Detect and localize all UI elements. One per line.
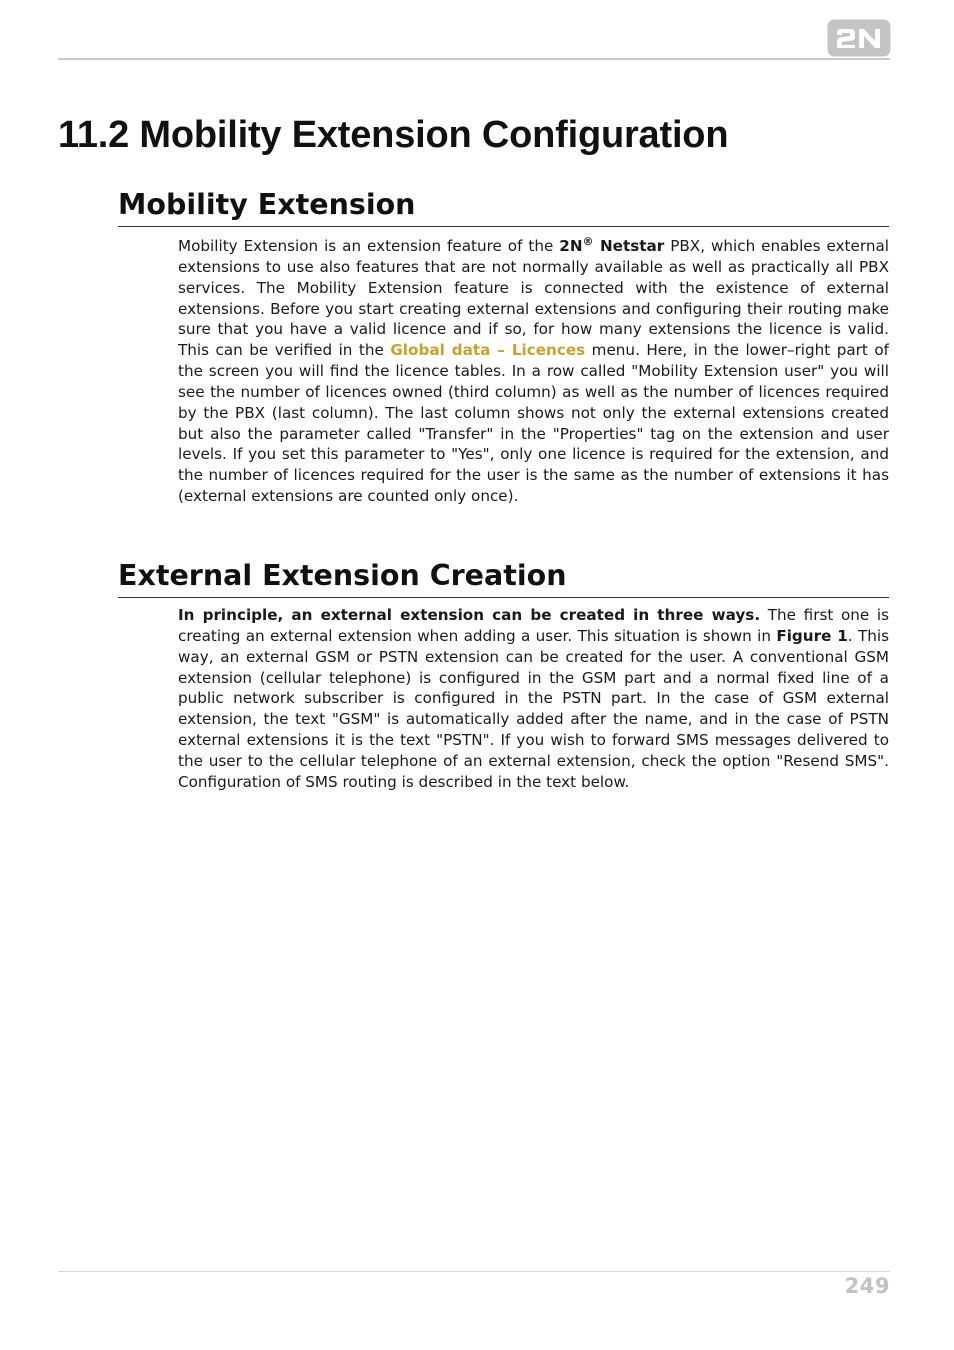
section-heading-external-extension-creation: External Extension Creation xyxy=(118,557,889,598)
paragraph-text: PBX, which enables external extensions to use also features that are not normally available as well as practically all PBX services. The Mobility Extension feature is connected with the existence of external extensions. Before you start creating external extensions and configuring their routing make sure that you have a valid licence and if so, for how many extensions the licence is valid. This can be verified in the xyxy=(178,237,889,360)
product-name: Netstar xyxy=(593,237,665,255)
paragraph-text: . This way, an external GSM or PSTN extension can be created for the user. A conventional GSM extension (cellular telephone) is configured in the GSM part and a normal fixed line of a public network subscriber is configured in the PSTN part. In the case of GSM external extension, the text "GSM" is automatically added after the name, and in the case of PSTN external extensions it is the text "PSTN". If you wish to forward SMS messages delivered to the user to the cellular telephone of an external extension, check the option "Resend SMS". Configuration of SMS routing is described in the text below. xyxy=(178,626,889,791)
brand-name: 2N xyxy=(559,237,583,255)
paragraph-text: The first one is creating an external extension when adding a user. This situation is shown in xyxy=(178,606,889,645)
paragraph-external-extension-creation xyxy=(178,605,889,793)
paragraph-text: Mobility Extension is an extension feature of the xyxy=(178,237,560,255)
page-number: 249 xyxy=(844,1274,890,1298)
section-heading-mobility-extension: Mobility Extension xyxy=(118,186,889,227)
2n-logo-icon xyxy=(827,19,891,57)
header-rule xyxy=(58,58,890,60)
chapter-title: 11.2 Mobility Extension Configuration xyxy=(58,114,729,156)
footer-rule xyxy=(58,1271,890,1272)
figure-reference: Figure 1 xyxy=(776,626,848,645)
paragraph-lead: In principle, an external extension can be created in three ways. xyxy=(178,606,761,624)
global-data-licences-link[interactable]: Global data – Licences xyxy=(390,341,586,360)
registered-mark: ® xyxy=(582,235,594,248)
paragraph-mobility-extension xyxy=(178,236,889,507)
paragraph-text: menu. Here, in the lower–right part of the screen you will find the licence tables. In a row called "Mobility Extension user" you will see the number of licences owned (third column) as well as the number of licences required by the PBX (last column). The last column shows not only the external extensions created but also the parameter called "Transfer" in the "Properties" tag on the extension and user levels. If you set this parameter to "Yes", only one licence is required for the extension, and the number of licences required for the user is the same as the number of extensions it has (external extensions are counted only once). xyxy=(178,341,890,506)
